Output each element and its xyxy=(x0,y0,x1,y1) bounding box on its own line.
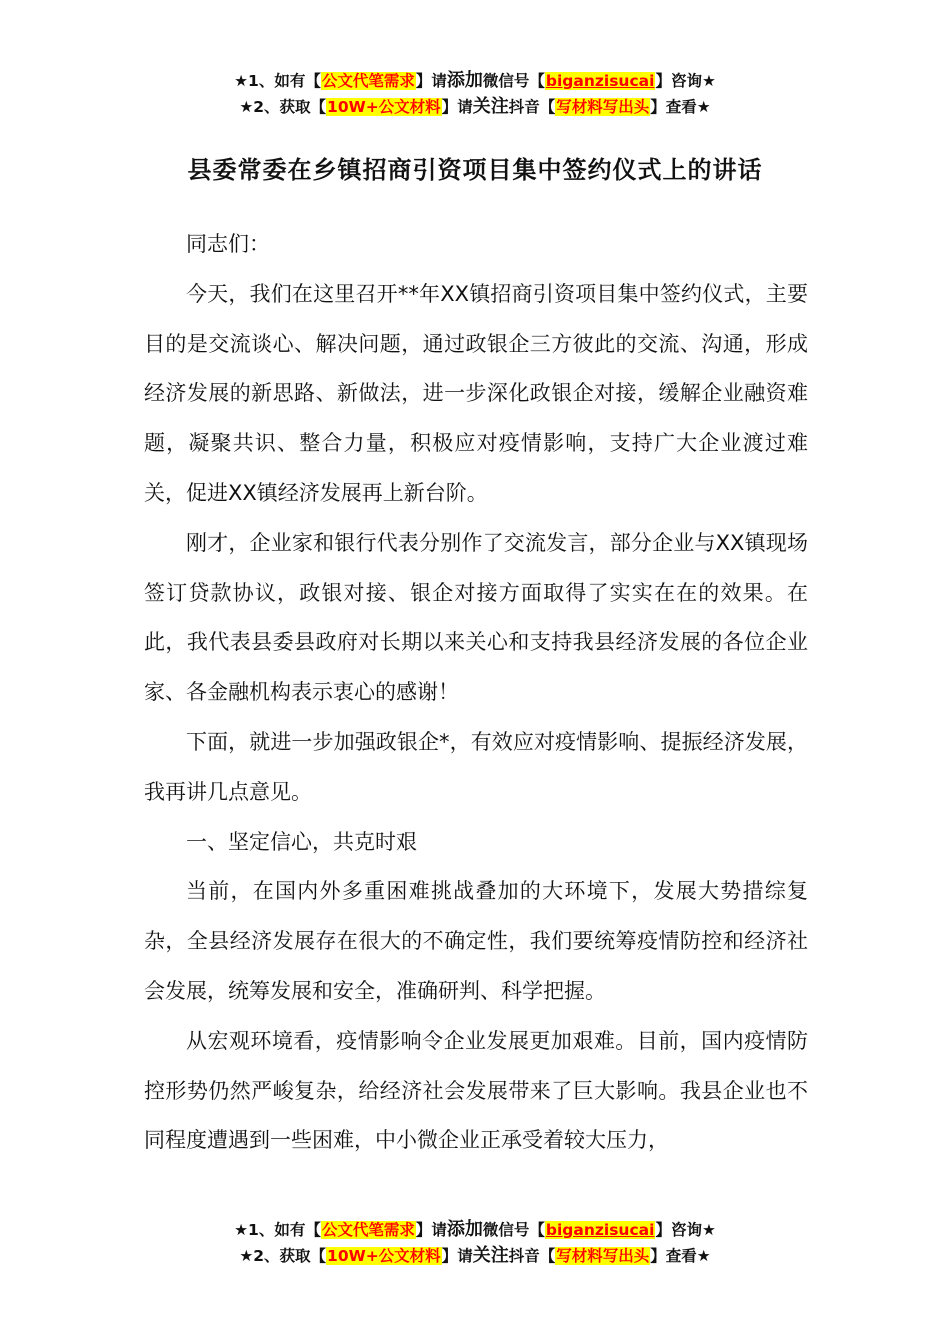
banner-text: 】咨询 xyxy=(655,1221,702,1239)
footer-banner xyxy=(0,1217,950,1269)
banner-text: 抖音【 xyxy=(508,98,556,116)
highlight-douyin: 写材料写出头 xyxy=(556,98,650,116)
banner-line-2 xyxy=(0,1243,950,1269)
highlight-wechat-id: biganzisucai xyxy=(545,72,655,90)
banner-line-1 xyxy=(0,1217,950,1243)
paragraph: 当前，在国内外多重困难挑战叠加的大环境下，发展大势措综复杂，全县经济发展存在很大的不确定性，我们要统筹疫情防控和经济社会发展，统筹发展和安全，准确研判、科学把握。 xyxy=(144,879,808,1003)
banner-text: 】请 xyxy=(441,98,473,116)
highlight-materials: 10W+公文材料 xyxy=(327,98,441,116)
document-body xyxy=(144,220,808,1166)
star-icon: ★ xyxy=(696,1247,711,1265)
star-icon: ★ xyxy=(701,1221,716,1239)
banner-line-2 xyxy=(0,94,950,120)
banner-emphasis: 关注 xyxy=(472,96,509,117)
header-banner xyxy=(0,68,950,120)
banner-emphasis: 添加 xyxy=(446,70,483,91)
document-title: 县委常委在乡镇招商引资项目集中签约仪式上的讲话 xyxy=(187,156,763,184)
salutation: 同志们： xyxy=(186,232,270,256)
banner-text: 1、如有【 xyxy=(248,72,321,90)
star-icon: ★ xyxy=(234,72,249,90)
banner-text: 微信号【 xyxy=(482,1221,545,1239)
star-icon: ★ xyxy=(701,72,716,90)
banner-emphasis: 添加 xyxy=(446,1219,483,1240)
banner-text: 】查看 xyxy=(650,98,697,116)
banner-text: 抖音【 xyxy=(508,1247,556,1265)
banner-text: 】查看 xyxy=(650,1247,697,1265)
star-icon: ★ xyxy=(696,98,711,116)
banner-text: 】请 xyxy=(441,1247,473,1265)
paragraph: 刚才，企业家和银行代表分别作了交流发言，部分企业与XX镇现场签订贷款协议，政银对接、银企对接方面取得了实实在在的效果。在此，我代表县委县政府对长期以来关心和支持我县经济发展的各位企业家、各金融机构表示衷心的感谢！ xyxy=(144,530,808,705)
highlight-materials: 10W+公文材料 xyxy=(327,1247,441,1265)
banner-text: 】请 xyxy=(415,72,447,90)
section-heading: 一、坚定信心，共克时艰 xyxy=(186,829,417,854)
banner-text: 】请 xyxy=(415,1221,447,1239)
star-icon: ★ xyxy=(234,1221,249,1239)
highlight-wechat-id: biganzisucai xyxy=(545,1221,655,1239)
paragraph: 今天，我们在这里召开**年XX镇招商引资项目集中签约仪式，主要目的是交流谈心、解决问题，通过政银企三方彼此的交流、沟通，形成经济发展的新思路、新做法，进一步深化政银企对接，缓解企业融资难题，凝聚共识、整合力量，积极应对疫情影响，支持广大企业渡过难关，促进XX镇经济发展再上新台阶。 xyxy=(144,281,808,505)
banner-text: 微信号【 xyxy=(482,72,545,90)
banner-emphasis: 关注 xyxy=(472,1245,509,1266)
highlight-service: 公文代笔需求 xyxy=(321,72,415,90)
banner-text: 】咨询 xyxy=(655,72,702,90)
highlight-service: 公文代笔需求 xyxy=(321,1221,415,1239)
banner-text: 2、获取【 xyxy=(253,1247,327,1265)
paragraph: 下面，就进一步加强政银企*，有效应对疫情影响、提振经济发展，我再讲几点意见。 xyxy=(144,729,808,804)
star-icon: ★ xyxy=(239,98,254,116)
paragraph: 从宏观环境看，疫情影响令企业发展更加艰难。目前，国内疫情防控形势仍然严峻复杂，给经济社会发展带来了巨大影响。我县企业也不同程度遭遇到一些困难，中小微企业正承受着较大压力， xyxy=(144,1028,808,1153)
highlight-douyin: 写材料写出头 xyxy=(556,1247,650,1265)
banner-text: 2、获取【 xyxy=(253,98,327,116)
banner-line-1 xyxy=(0,68,950,94)
banner-text: 1、如有【 xyxy=(248,1221,321,1239)
star-icon: ★ xyxy=(239,1247,254,1265)
